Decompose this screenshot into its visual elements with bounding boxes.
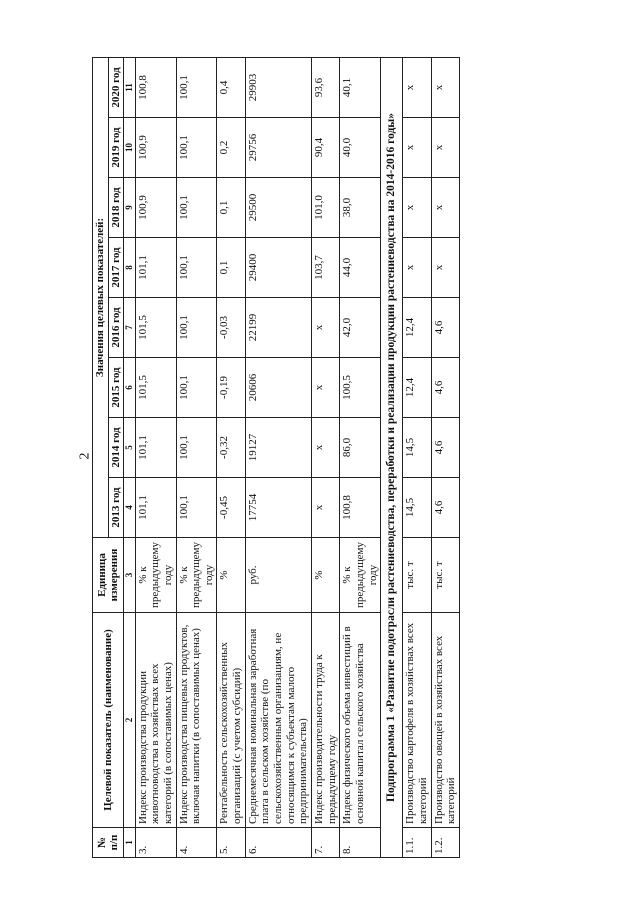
row-value: 22199 — [245, 298, 311, 358]
header-index: 10 — [124, 118, 135, 178]
row-indicator-name: Производство картофеля в хозяйствах всех категорий — [403, 613, 431, 828]
header-year: 2014 год — [108, 418, 124, 478]
row-value: 4,6 — [431, 358, 459, 418]
header-index: 5 — [124, 418, 135, 478]
table-row — [176, 57, 217, 857]
row-number: 4. — [176, 828, 217, 858]
row-value: 100,1 — [176, 418, 217, 478]
header-index: 1 — [124, 828, 135, 858]
row-number: 5. — [217, 828, 245, 858]
row-unit: % к предыдущему году — [135, 538, 176, 613]
row-value: -0,03 — [217, 298, 245, 358]
table-row — [245, 57, 311, 857]
row-value: -0,32 — [217, 418, 245, 478]
row-value: 20606 — [245, 358, 311, 418]
header-year: 2020 год — [108, 57, 124, 117]
row-value: 12,4 — [403, 298, 431, 358]
row-indicator-name: Среднемесячная номинальная заработная плата в сельском хозяйстве (по сельскохозяйственным организациям, не относящимся к субъектам малого предпринимательства) — [245, 613, 311, 828]
row-value: 0,4 — [217, 57, 245, 117]
row-value: 101,1 — [135, 478, 176, 538]
header-index: 3 — [124, 538, 135, 613]
table-row — [217, 57, 245, 857]
indicators-table — [92, 57, 460, 858]
row-value: 4,6 — [431, 478, 459, 538]
table-row — [311, 57, 339, 857]
row-value: 100,1 — [176, 358, 217, 418]
row-value: 4,6 — [431, 418, 459, 478]
row-value: 29756 — [245, 118, 311, 178]
row-value: 40,1 — [340, 57, 381, 117]
row-value: 101,5 — [135, 298, 176, 358]
row-value: x — [431, 178, 459, 238]
header-index: 2 — [124, 613, 135, 828]
row-value: -0,19 — [217, 358, 245, 418]
subprogram-title-row — [381, 57, 403, 857]
row-value: 100,1 — [176, 57, 217, 117]
header-year: 2018 год — [108, 178, 124, 238]
row-value: 100,1 — [176, 298, 217, 358]
row-value: x — [311, 418, 339, 478]
header-index: 6 — [124, 358, 135, 418]
header-num: № п/п — [93, 828, 124, 858]
row-value: 100,8 — [135, 57, 176, 117]
row-value: x — [403, 118, 431, 178]
row-value: 100,5 — [340, 358, 381, 418]
row-indicator-name: Производство овощей в хозяйствах всех категорий — [431, 613, 459, 828]
row-unit: % к предыдущему году — [340, 538, 381, 613]
row-value: x — [403, 238, 431, 298]
table-row — [403, 57, 431, 857]
row-number: 6. — [245, 828, 311, 858]
row-value: 12,4 — [403, 358, 431, 418]
row-number: 1.2. — [431, 828, 459, 858]
row-value: x — [311, 358, 339, 418]
row-value: 100,1 — [176, 118, 217, 178]
row-value: 0,1 — [217, 178, 245, 238]
row-value: x — [403, 178, 431, 238]
row-value: 29400 — [245, 238, 311, 298]
header-index: 11 — [124, 57, 135, 117]
header-year: 2019 год — [108, 118, 124, 178]
header-indicator: Целевой показатель (наименование) — [93, 613, 124, 828]
row-number: 7. — [311, 828, 339, 858]
row-value: 40,0 — [340, 118, 381, 178]
row-number: 8. — [340, 828, 381, 858]
row-value: 101,0 — [311, 178, 339, 238]
row-value: x — [431, 238, 459, 298]
row-value: 38,0 — [340, 178, 381, 238]
header-year: 2016 год — [108, 298, 124, 358]
row-value: -0,45 — [217, 478, 245, 538]
header-year: 2017 год — [108, 238, 124, 298]
row-unit: тыс. т — [403, 538, 431, 613]
row-indicator-name: Индекс производства продукции животноводства в хозяйствах всех категорий (в сопоставимых ценах) — [135, 613, 176, 828]
row-indicator-name: Индекс производства пищевых продуктов, включая напитки (в сопоставимых ценах) — [176, 613, 217, 828]
row-value: 103,7 — [311, 238, 339, 298]
row-unit: тыс. т — [431, 538, 459, 613]
row-value: 29500 — [245, 178, 311, 238]
row-value: 17754 — [245, 478, 311, 538]
row-number: 3. — [135, 828, 176, 858]
row-value: 101,1 — [135, 238, 176, 298]
row-value: 100,1 — [176, 178, 217, 238]
header-index-row — [124, 57, 135, 857]
row-value: 44,0 — [340, 238, 381, 298]
row-indicator-name: Рентабельность сельскохозяйственных организаций (с учетом субсидий) — [217, 613, 245, 828]
rotated-page — [92, 58, 592, 858]
header-index: 4 — [124, 478, 135, 538]
row-value: x — [311, 298, 339, 358]
row-value: 4,6 — [431, 298, 459, 358]
row-value: 100,1 — [176, 238, 217, 298]
row-value: 0,2 — [217, 118, 245, 178]
header-year: 2013 год — [108, 478, 124, 538]
row-value: 0,1 — [217, 238, 245, 298]
row-value: 101,5 — [135, 358, 176, 418]
row-number: 1.1. — [403, 828, 431, 858]
row-value: 14,5 — [403, 418, 431, 478]
table-body — [135, 57, 459, 857]
row-value: x — [403, 57, 431, 117]
row-value: 19127 — [245, 418, 311, 478]
subprogram-title: Подпрограмма 1 «Развитие подотрасли растениеводства, переработки и реализации продукции растениеводства на 2014-2016 годы» — [381, 57, 403, 857]
header-index: 7 — [124, 298, 135, 358]
row-unit: % к предыдущему году — [176, 538, 217, 613]
table-row — [431, 57, 459, 857]
row-value: 93,6 — [311, 57, 339, 117]
row-unit: % — [311, 538, 339, 613]
row-value: x — [431, 57, 459, 117]
row-indicator-name: Индекс физического объема инвестиций в основной капитал сельского хозяйства — [340, 613, 381, 828]
row-indicator-name: Индекс производительности труда к предыдущему году — [311, 613, 339, 828]
header-index: 9 — [124, 178, 135, 238]
row-value: 90,4 — [311, 118, 339, 178]
header-unit: Единица измерения — [93, 538, 124, 613]
table-row — [135, 57, 176, 857]
table-row — [340, 57, 381, 857]
row-unit: % — [217, 538, 245, 613]
row-value: 42,0 — [340, 298, 381, 358]
row-value: 100,1 — [176, 478, 217, 538]
header-index: 8 — [124, 238, 135, 298]
row-value: 100,8 — [340, 478, 381, 538]
row-value: x — [311, 478, 339, 538]
row-unit: руб. — [245, 538, 311, 613]
header-year: 2015 год — [108, 358, 124, 418]
row-value: 29903 — [245, 57, 311, 117]
header-values: Значения целевых показателей: — [93, 57, 109, 537]
page-number: 2 — [77, 452, 93, 460]
row-value: 14,5 — [403, 478, 431, 538]
row-value: 101,1 — [135, 418, 176, 478]
row-value: 86,0 — [340, 418, 381, 478]
row-value: 100,9 — [135, 118, 176, 178]
row-value: 100,9 — [135, 178, 176, 238]
row-value: x — [431, 118, 459, 178]
